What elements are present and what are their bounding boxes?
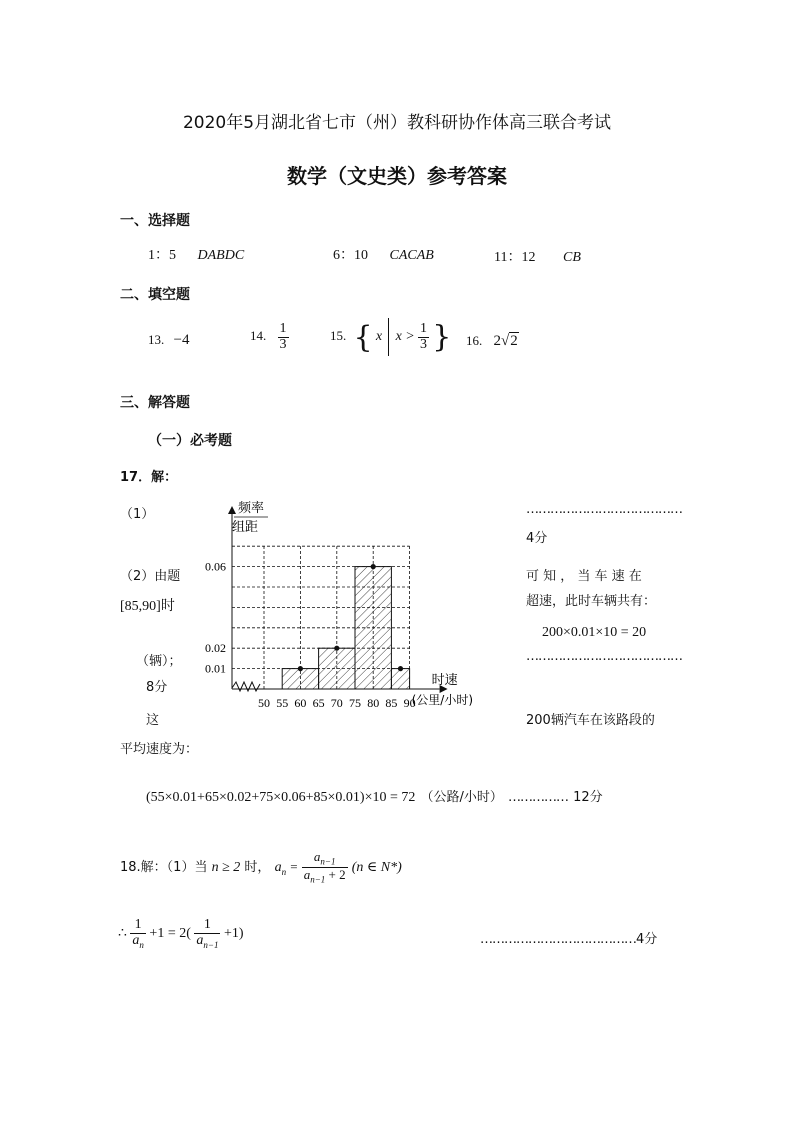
right-brace: } (432, 319, 452, 355)
x-tick-label: 60 (294, 696, 307, 710)
den-sub: n−1 (310, 874, 326, 885)
bar-midpoint-dot (398, 666, 403, 671)
fraction-numerator: 1 (130, 918, 146, 934)
set-divider (388, 318, 389, 356)
speed-histogram (196, 500, 526, 712)
answer-key-title: 数学（文史类）参考答案 (287, 164, 507, 188)
fraction-denominator: 3 (279, 336, 287, 352)
q18-dots-score (480, 928, 657, 947)
q16-coefficient: 2 (493, 333, 501, 349)
bar-midpoint-dot (371, 564, 376, 569)
q14-label: 14. (250, 328, 267, 344)
x-axis-unit: (公里/小时) (411, 693, 474, 707)
q17-avg-dots: …………… (507, 790, 568, 805)
q18-lhs-var: a (274, 860, 282, 876)
bar-midpoint-dot (298, 666, 303, 671)
y-axis-arrow-icon (228, 506, 236, 514)
den-sub: n−1 (203, 939, 219, 950)
q18-line1 (120, 850, 402, 885)
exam-title: 2020年5月湖北省七市（州）教科研协作体高三联合考试 (182, 113, 612, 133)
q16-radicand: 2 (510, 333, 518, 349)
section-solve-title: 三、解答题 (120, 395, 190, 411)
x-tick-label: 80 (367, 696, 380, 710)
x-tick-label: 85 (385, 696, 398, 710)
choice-group-1 (148, 244, 244, 264)
y-tick-label: 0.06 (205, 559, 226, 574)
choice-range: 6：10 (333, 248, 368, 263)
q16-answer (494, 333, 519, 349)
q17-part1: （1） (120, 507, 155, 522)
q17-vehicles-unit: （辆）； (136, 654, 182, 669)
histogram-bar (391, 669, 409, 689)
fill-q16 (466, 332, 519, 350)
q17-right-calc: 200×0.01×10 = 20 (542, 625, 647, 640)
sqrt-icon: √ (501, 333, 510, 349)
choice-group-2 (333, 244, 434, 264)
q17-avg-unit: （公路/小时） (420, 790, 503, 805)
q18-domain: (n ∈ N*) (351, 860, 402, 876)
fraction-numerator (302, 850, 348, 868)
q17-avg-label: 平均速度为： (120, 742, 199, 757)
fill-q14 (250, 322, 289, 352)
q17-right-line2: 超速，此时车辆共有： (526, 594, 657, 609)
x-tick-label: 50 (258, 696, 270, 710)
q15-label: 15. (330, 327, 347, 343)
x-tick-label: 65 (312, 696, 325, 710)
q18-condition-tail: 时， (244, 860, 271, 876)
section-fill-title: 二、填空题 (120, 287, 190, 303)
q17-avg-formula: (55×0.01+65×0.02+75×0.06+85×0.01)×10 = 72 (146, 790, 416, 805)
required-questions-title: （一）必考题 (148, 433, 232, 449)
left-brace: { (353, 319, 373, 355)
choice-answers: DABDC (197, 248, 245, 263)
choice-range: 1：5 (148, 248, 176, 263)
q18-label: 18.解：（1）当 (120, 860, 208, 876)
den-var: a (132, 932, 140, 948)
set-variable: x (375, 328, 383, 344)
q18-frac-left (130, 918, 146, 950)
histogram-bar (319, 648, 355, 689)
q17-avg-score: 12分 (573, 790, 603, 805)
y-tick-label: 0.02 (205, 641, 226, 656)
y-axis-title-top: 频率 (238, 501, 265, 516)
q17-label: 17．解： (120, 470, 178, 485)
q18-recurrence-fraction (302, 850, 348, 885)
choice-answers: CB (562, 250, 581, 265)
q17-score-1: 4分 (526, 531, 548, 546)
bar-midpoint-dot (334, 646, 339, 651)
fraction-numerator: 1 (194, 918, 220, 934)
den-tail: + 2 (325, 867, 346, 883)
num-sub: n−1 (320, 856, 336, 867)
den-var: a (196, 932, 204, 948)
histogram-bar (282, 669, 318, 689)
q17-this: 这 (146, 713, 160, 728)
q17-dots-2: ………………………………… (526, 649, 682, 664)
fill-q15 (330, 318, 451, 356)
fraction-numerator: 1 (279, 321, 287, 336)
q18-condition: n ≥ 2 (211, 860, 241, 876)
q17-speed-range: [85,90]时 (120, 599, 175, 614)
fraction-denominator (194, 934, 220, 950)
q15-fraction (418, 322, 429, 352)
x-tick-label: 70 (330, 696, 343, 710)
choice-answers: CACAB (389, 248, 434, 263)
x-tick-label: 75 (349, 696, 361, 710)
q17-part2-intro: （2）由题 (120, 569, 181, 584)
den-sub: n (139, 939, 144, 950)
fill-q13 (148, 332, 189, 349)
q17-right-line1: 可 知 ， 当 车 速 在 (526, 569, 642, 584)
choice-range: 11：12 (494, 250, 536, 265)
q18-dots: ………………………………… (480, 932, 636, 947)
section-choice-title: 一、选择题 (120, 213, 190, 229)
x-axis-title: 时速 (431, 673, 458, 688)
q18-tail: +1) (223, 926, 244, 942)
x-tick-label: 90 (403, 696, 416, 710)
q18-equals: = (290, 859, 298, 875)
histogram-bar (355, 567, 391, 689)
q17-right-line4: 200辆汽车在该路段的 (526, 713, 655, 728)
q18-middle: +1 = 2( (149, 926, 191, 942)
q18-frac-right (194, 918, 220, 950)
num-var: a (313, 849, 321, 864)
set-condition: x > (395, 328, 415, 344)
y-axis-title-bottom: 组距 (232, 520, 259, 535)
therefore-icon: ∴ (118, 926, 127, 942)
den-var: a (303, 867, 311, 883)
fraction-denominator: 3 (419, 336, 427, 352)
choice-group-3 (494, 246, 581, 266)
q17-score-2: 8分 (146, 680, 168, 695)
fraction-denominator (302, 868, 348, 885)
q16-label: 16. (466, 333, 483, 348)
x-tick-label: 55 (276, 696, 289, 710)
q17-dots-1: ………………………………… (526, 502, 682, 517)
fraction-denominator (130, 934, 146, 950)
y-tick-label: 0.01 (205, 661, 226, 676)
q18-lhs (275, 860, 287, 875)
q18-score: 4分 (636, 932, 658, 947)
axis-break-icon (232, 682, 260, 691)
q18-lhs-sub: n (281, 866, 287, 877)
q14-fraction (278, 322, 289, 352)
q18-line2 (118, 918, 244, 950)
q13-label: 13. (148, 332, 165, 347)
q13-answer: −4 (173, 332, 190, 348)
q17-avg-line (146, 786, 603, 806)
fraction-numerator: 1 (419, 320, 427, 336)
